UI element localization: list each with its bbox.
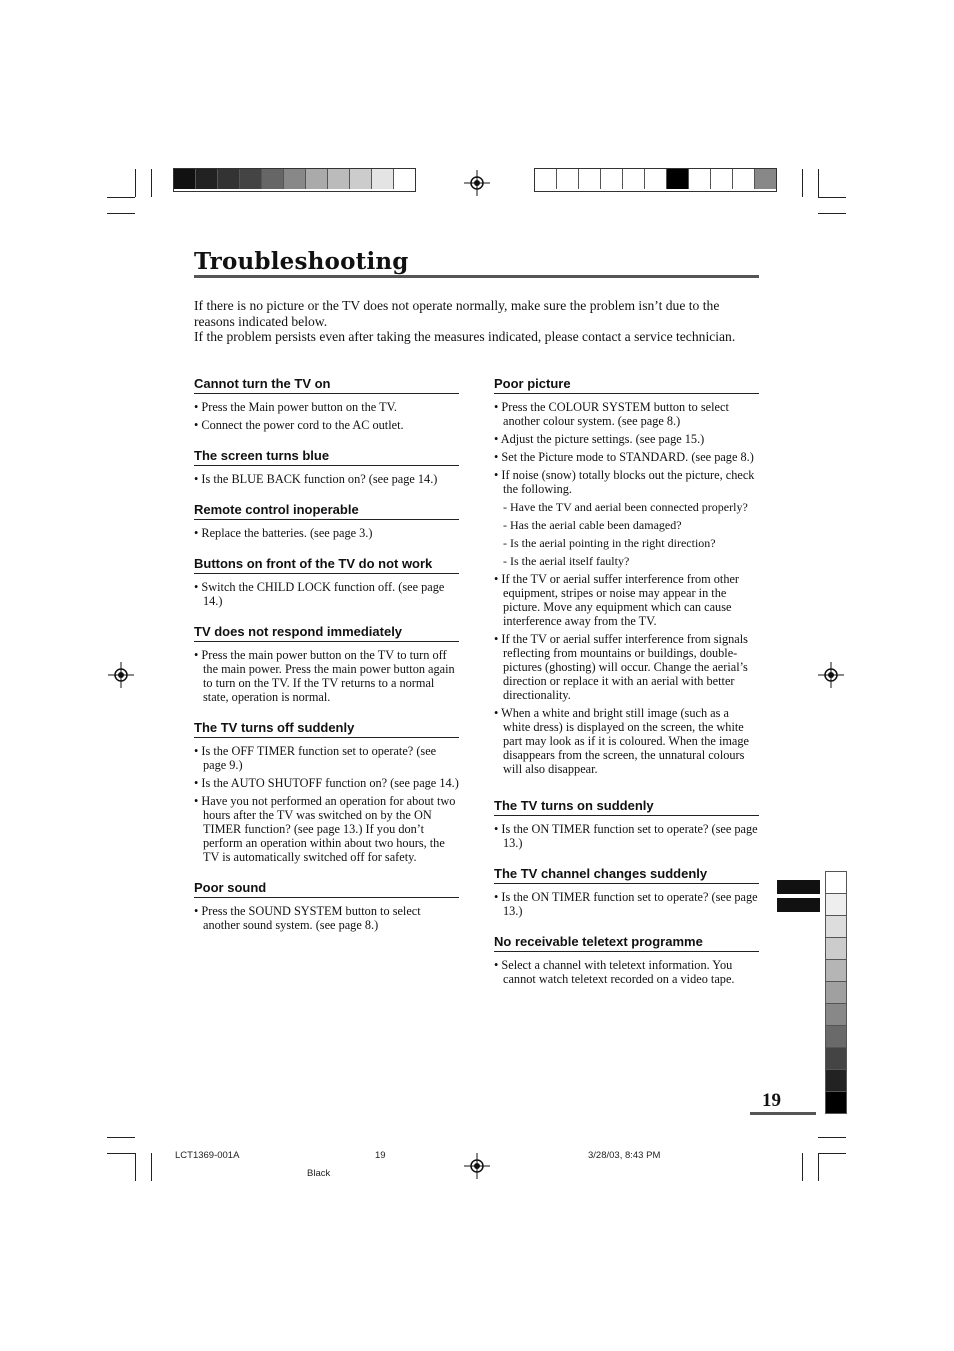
section-heading: Poor picture — [494, 376, 759, 394]
list-item: • Press the Main power button on the TV. — [194, 400, 459, 414]
list-item: • Press the main power button on the TV to turn off the main power. Press the main power button again to turn on the TV. If the TV returns to a normal state, operation is normal. — [194, 648, 459, 704]
page-number: 19 — [762, 1090, 781, 1111]
list-item: • Set the Picture mode to STANDARD. (see page 8.) — [494, 450, 759, 464]
section-buttons-front — [194, 556, 459, 608]
footer-date: 3/28/03, 8:43 PM — [588, 1150, 661, 1161]
color-swatch — [645, 169, 667, 189]
color-swatch — [218, 169, 240, 189]
color-swatch — [174, 169, 196, 189]
footer-code: LCT1369-001A — [175, 1150, 240, 1161]
crop-mark — [151, 169, 152, 197]
color-swatch — [196, 169, 218, 189]
color-swatch — [350, 169, 372, 189]
color-swatch — [535, 169, 557, 189]
registration-mark-icon — [818, 662, 844, 688]
color-calibration-strip — [173, 168, 416, 192]
color-swatch — [284, 169, 306, 189]
language-tab-marker — [777, 880, 820, 894]
section-not-respond — [194, 624, 459, 704]
list-item: • Press the COLOUR SYSTEM button to select another colour system. (see page 8.) — [494, 400, 759, 428]
page-number-rule — [750, 1112, 816, 1115]
crop-mark — [107, 213, 135, 214]
section-heading: The screen turns blue — [194, 448, 459, 466]
list-item: • When a white and bright still image (such as a white dress) is displayed on the screen, the white part may look as if it is coloured. When the image disappears from the screen, the unnatural colours will also disappear. — [494, 706, 759, 776]
color-swatch — [667, 169, 689, 189]
color-swatch — [689, 169, 711, 189]
right-column — [494, 376, 759, 990]
section-heading: No receivable teletext programme — [494, 934, 759, 952]
list-item: • Have you not performed an operation for about two hours after the TV was switched on by the ON TIMER function? (see page 13.) If you don’t perform an operation within about two hours, the TV is automatically switched off for safety. — [194, 794, 459, 864]
crop-mark — [107, 1153, 135, 1154]
crop-mark — [151, 1153, 152, 1181]
intro-paragraph: If there is no picture or the TV does not operate normally, make sure the problem isn’t due to the reasons indicated below. — [194, 298, 720, 329]
color-swatch — [579, 169, 601, 189]
intro-text — [194, 298, 760, 345]
intro-paragraph: If the problem persists even after taking the measures indicated, please contact a service technician. — [194, 329, 736, 345]
color-swatch — [733, 169, 755, 189]
section-heading: Buttons on front of the TV do not work — [194, 556, 459, 574]
list-item: • Connect the power cord to the AC outlet. — [194, 418, 459, 432]
grayscale-tab-strip — [825, 871, 847, 1114]
section-heading: The TV channel changes suddenly — [494, 866, 759, 884]
crop-mark — [107, 197, 135, 198]
color-swatch — [262, 169, 284, 189]
crop-mark — [802, 1153, 803, 1181]
section-remote-inoperable — [194, 502, 459, 540]
crop-mark — [802, 169, 803, 197]
gray-tab-swatch — [825, 915, 847, 937]
section-heading: Cannot turn the TV on — [194, 376, 459, 394]
title-rule — [194, 275, 759, 278]
crop-mark — [818, 197, 846, 198]
section-channel-changes — [494, 866, 759, 918]
color-swatch — [755, 169, 776, 189]
section-cannot-turn-on — [194, 376, 459, 432]
registration-mark-icon — [464, 1153, 490, 1179]
color-swatch — [557, 169, 579, 189]
gray-tab-swatch — [825, 871, 847, 893]
section-poor-picture — [494, 376, 759, 776]
crop-mark — [818, 1153, 846, 1154]
footer-page: 19 — [375, 1150, 386, 1161]
list-item: • If the TV or aerial suffer interference from other equipment, stripes or noise may appear in the picture. Move any equipment which can cause interference away from the TV. — [494, 572, 759, 628]
crop-mark — [818, 213, 846, 214]
crop-mark — [818, 1153, 819, 1181]
section-turns-on — [494, 798, 759, 850]
sub-list-item: - Have the TV and aerial been connected properly? — [494, 500, 759, 514]
footer-plate: Black — [307, 1168, 331, 1179]
sub-list-item: - Is the aerial pointing in the right direction? — [494, 536, 759, 550]
gray-tab-swatch — [825, 893, 847, 915]
sub-list-item: - Is the aerial itself faulty? — [494, 554, 759, 568]
section-heading: The TV turns off suddenly — [194, 720, 459, 738]
color-swatch — [394, 169, 415, 189]
section-no-teletext — [494, 934, 759, 986]
color-swatch — [623, 169, 645, 189]
section-heading: The TV turns on suddenly — [494, 798, 759, 816]
list-item: • Is the OFF TIMER function set to operate? (see page 9.) — [194, 744, 459, 772]
page-title: Troubleshooting — [194, 248, 409, 275]
list-item: • Select a channel with teletext information. You cannot watch teletext recorded on a video tape. — [494, 958, 759, 986]
gray-tab-swatch — [825, 981, 847, 1003]
sub-list-item: - Has the aerial cable been damaged? — [494, 518, 759, 532]
list-item: • Is the ON TIMER function set to operate? (see page 13.) — [494, 890, 759, 918]
registration-mark-icon — [108, 662, 134, 688]
list-item: • Press the SOUND SYSTEM button to select another sound system. (see page 8.) — [194, 904, 459, 932]
gray-tab-swatch — [825, 937, 847, 959]
gray-tab-swatch — [825, 1047, 847, 1069]
list-item: • Switch the CHILD LOCK function off. (see page 14.) — [194, 580, 459, 608]
gray-tab-swatch — [825, 1025, 847, 1047]
list-item: • If the TV or aerial suffer interference from signals reflecting from mountains or buildings, double-pictures (ghosting) will occur. Change the aerial’s direction or replace it with an aerial with better directionality. — [494, 632, 759, 702]
color-swatch — [711, 169, 733, 189]
gray-tab-swatch — [825, 959, 847, 981]
crop-mark — [135, 169, 136, 197]
section-poor-sound — [194, 880, 459, 932]
registration-mark-icon — [464, 170, 490, 196]
crop-mark — [818, 1137, 846, 1138]
left-column — [194, 376, 459, 936]
color-calibration-strip — [534, 168, 777, 192]
crop-mark — [107, 1137, 135, 1138]
list-item: • Adjust the picture settings. (see page 15.) — [494, 432, 759, 446]
section-screen-blue — [194, 448, 459, 486]
list-item: • Replace the batteries. (see page 3.) — [194, 526, 459, 540]
list-item: • Is the AUTO SHUTOFF function on? (see page 14.) — [194, 776, 459, 790]
color-swatch — [240, 169, 262, 189]
gray-tab-swatch — [825, 1003, 847, 1025]
section-turns-off — [194, 720, 459, 864]
section-heading: Poor sound — [194, 880, 459, 898]
color-swatch — [306, 169, 328, 189]
language-tab-marker — [777, 898, 820, 912]
color-swatch — [372, 169, 394, 189]
list-item: • Is the BLUE BACK function on? (see page 14.) — [194, 472, 459, 486]
gray-tab-swatch — [825, 1091, 847, 1114]
list-item: • If noise (snow) totally blocks out the picture, check the following. — [494, 468, 759, 496]
section-heading: Remote control inoperable — [194, 502, 459, 520]
crop-mark — [135, 1153, 136, 1181]
list-item: • Is the ON TIMER function set to operate? (see page 13.) — [494, 822, 759, 850]
section-heading: TV does not respond immediately — [194, 624, 459, 642]
crop-mark — [818, 169, 819, 197]
color-swatch — [328, 169, 350, 189]
color-swatch — [601, 169, 623, 189]
gray-tab-swatch — [825, 1069, 847, 1091]
